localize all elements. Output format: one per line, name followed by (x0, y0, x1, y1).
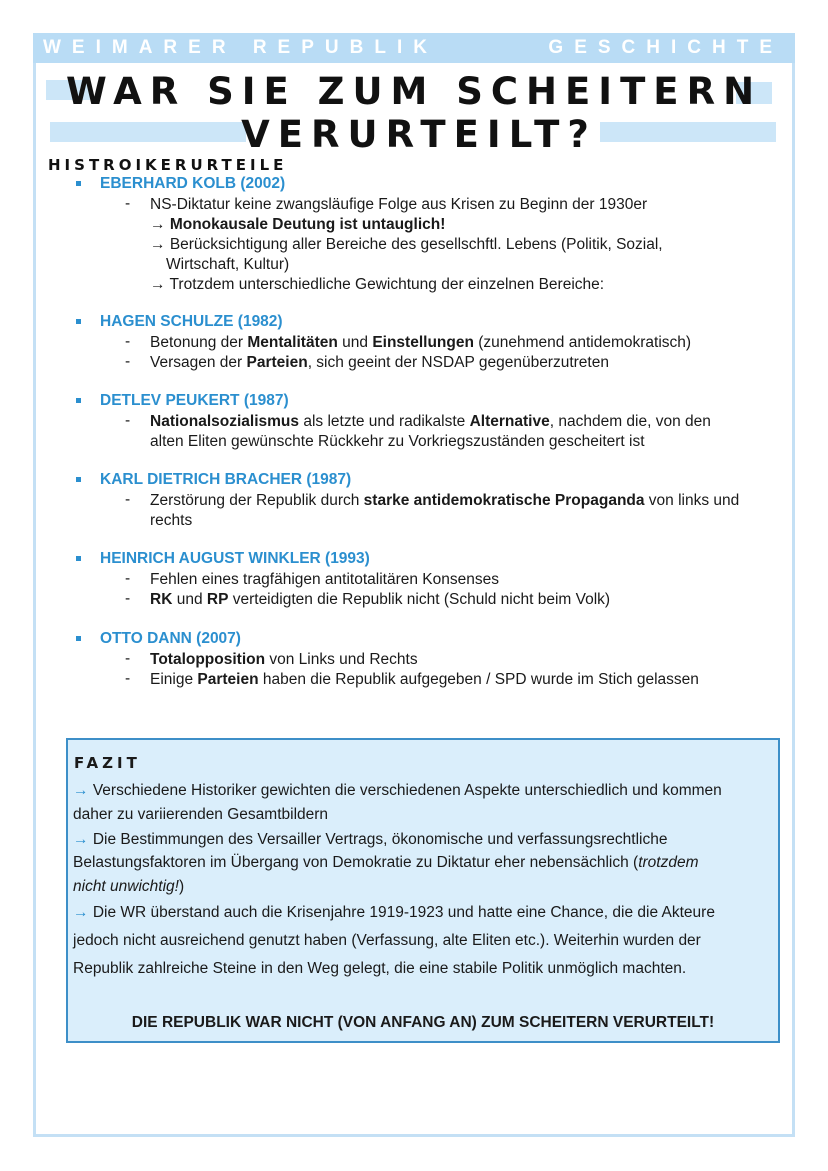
arrow-icon: → (150, 236, 170, 253)
page-title-line-2: VERURTEILT? (241, 113, 597, 156)
dash-icon: - (125, 590, 131, 607)
bullet-icon (76, 181, 81, 186)
statement-line: Versagen der Parteien, sich geeint der NSDAP gegenüberzutreten (150, 354, 609, 371)
dash-icon: - (125, 570, 131, 587)
statement-line: Zerstörung der Republik durch starke antidemokratische Propaganda von links und (150, 492, 740, 509)
header-bar (33, 33, 795, 63)
statement-line: Nationalsozialismus als letzte und radikalste Alternative, nachdem die, von den (150, 413, 711, 430)
fazit-line: → Verschiedene Historiker gewichten die verschiedenen Aspekte unterschiedlich und kommen (73, 782, 722, 799)
statement-line: RK und RP verteidigten die Republik nicht (Schuld nicht beim Volk) (150, 591, 611, 608)
dash-icon: - (125, 195, 131, 212)
arrow-icon: → (73, 782, 93, 799)
statement-line: Totalopposition von Links und Rechts (150, 651, 418, 668)
fazit-line: → Die Bestimmungen des Versailler Vertrags, ökonomische und verfassungsrechtliche (73, 831, 668, 848)
fazit-conclusion: DIE REPUBLIK WAR NICHT (VON ANFANG AN) ZUM SCHEITERN VERURTEILT! (131, 1014, 715, 1031)
dash-icon: - (125, 412, 131, 429)
historian-name: KARL DIETRICH BRACHER (1987) (100, 471, 352, 488)
bullet-icon (76, 636, 81, 641)
page-title-line-1: WAR SIE ZUM SCHEITERN (65, 70, 763, 113)
dash-icon: - (125, 491, 131, 508)
dash-icon: - (125, 333, 131, 350)
statement-line: NS-Diktatur keine zwangsläufige Folge aus Krisen zu Beginn der 1930er (150, 196, 648, 213)
fazit-line: daher zu variierenden Gesamtbildern (73, 806, 329, 823)
arrow-icon: → (73, 831, 93, 848)
arrow-icon: → (73, 904, 93, 921)
bullet-icon (76, 398, 81, 403)
bullet-icon (76, 319, 81, 324)
bullet-icon (76, 477, 81, 482)
bullet-icon (76, 556, 81, 561)
dash-icon: - (125, 353, 131, 370)
fazit-line: → Die WR überstand auch die Krisenjahre 1919-1923 und hatte eine Chance, die die Akteure (73, 904, 715, 921)
fazit-line: nicht unwichtig!) (73, 878, 185, 895)
header-subject: WEIMARER REPUBLIK (43, 37, 438, 58)
arrow-icon: → (150, 276, 170, 293)
historian-name: EBERHARD KOLB (2002) (100, 175, 286, 192)
dash-icon: - (125, 670, 131, 687)
statement-line: → Berücksichtigung aller Bereiche des gesellschftl. Lebens (Politik, Sozial, (150, 236, 663, 253)
arrow-icon: → (150, 216, 170, 233)
historian-name: DETLEV PEUKERT (1987) (100, 392, 289, 409)
statement-line: rechts (150, 512, 193, 529)
statement-line: → Trotzdem unterschiedliche Gewichtung der einzelnen Bereiche: (150, 276, 605, 293)
fazit-line: jedoch nicht ausreichend genutzt haben (Verfassung, alte Eliten etc.). Weiterhin wurden der (73, 932, 701, 949)
fazit-line: Republik zahlreiche Steine in den Weg gelegt, die eine stabile Politik unmöglich machten. (73, 960, 687, 977)
statement-line: Fehlen eines tragfähigen antitotalitären Konsenses (150, 571, 499, 588)
fazit-box (66, 738, 780, 1043)
fazit-title: FAZIT (74, 754, 141, 772)
statement-line: → Monokausale Deutung ist untauglich! (150, 216, 446, 233)
statement-line: Betonung der Mentalitäten und Einstellungen (zunehmend antidemokratisch) (150, 334, 692, 351)
historian-name: HEINRICH AUGUST WINKLER (1993) (100, 550, 370, 567)
statement-line: alten Eliten gewünschte Rückkehr zu Vorkriegszuständen gescheitert ist (150, 433, 645, 450)
historian-name: OTTO DANN (2007) (100, 630, 241, 647)
section-heading: HISTROIKERURTEILE (48, 156, 288, 174)
statement-line: Wirtschaft, Kultur) (166, 256, 290, 273)
header-category: GESCHICHTE (548, 37, 783, 58)
statement-line: Einige Parteien haben die Republik aufgegeben / SPD wurde im Stich gelassen (150, 671, 699, 688)
dash-icon: - (125, 650, 131, 667)
fazit-line: Belastungsfaktoren im Übergang von Demokratie zu Diktatur eher nebensächlich (trotzdem (73, 854, 699, 871)
historian-name: HAGEN SCHULZE (1982) (100, 313, 283, 330)
